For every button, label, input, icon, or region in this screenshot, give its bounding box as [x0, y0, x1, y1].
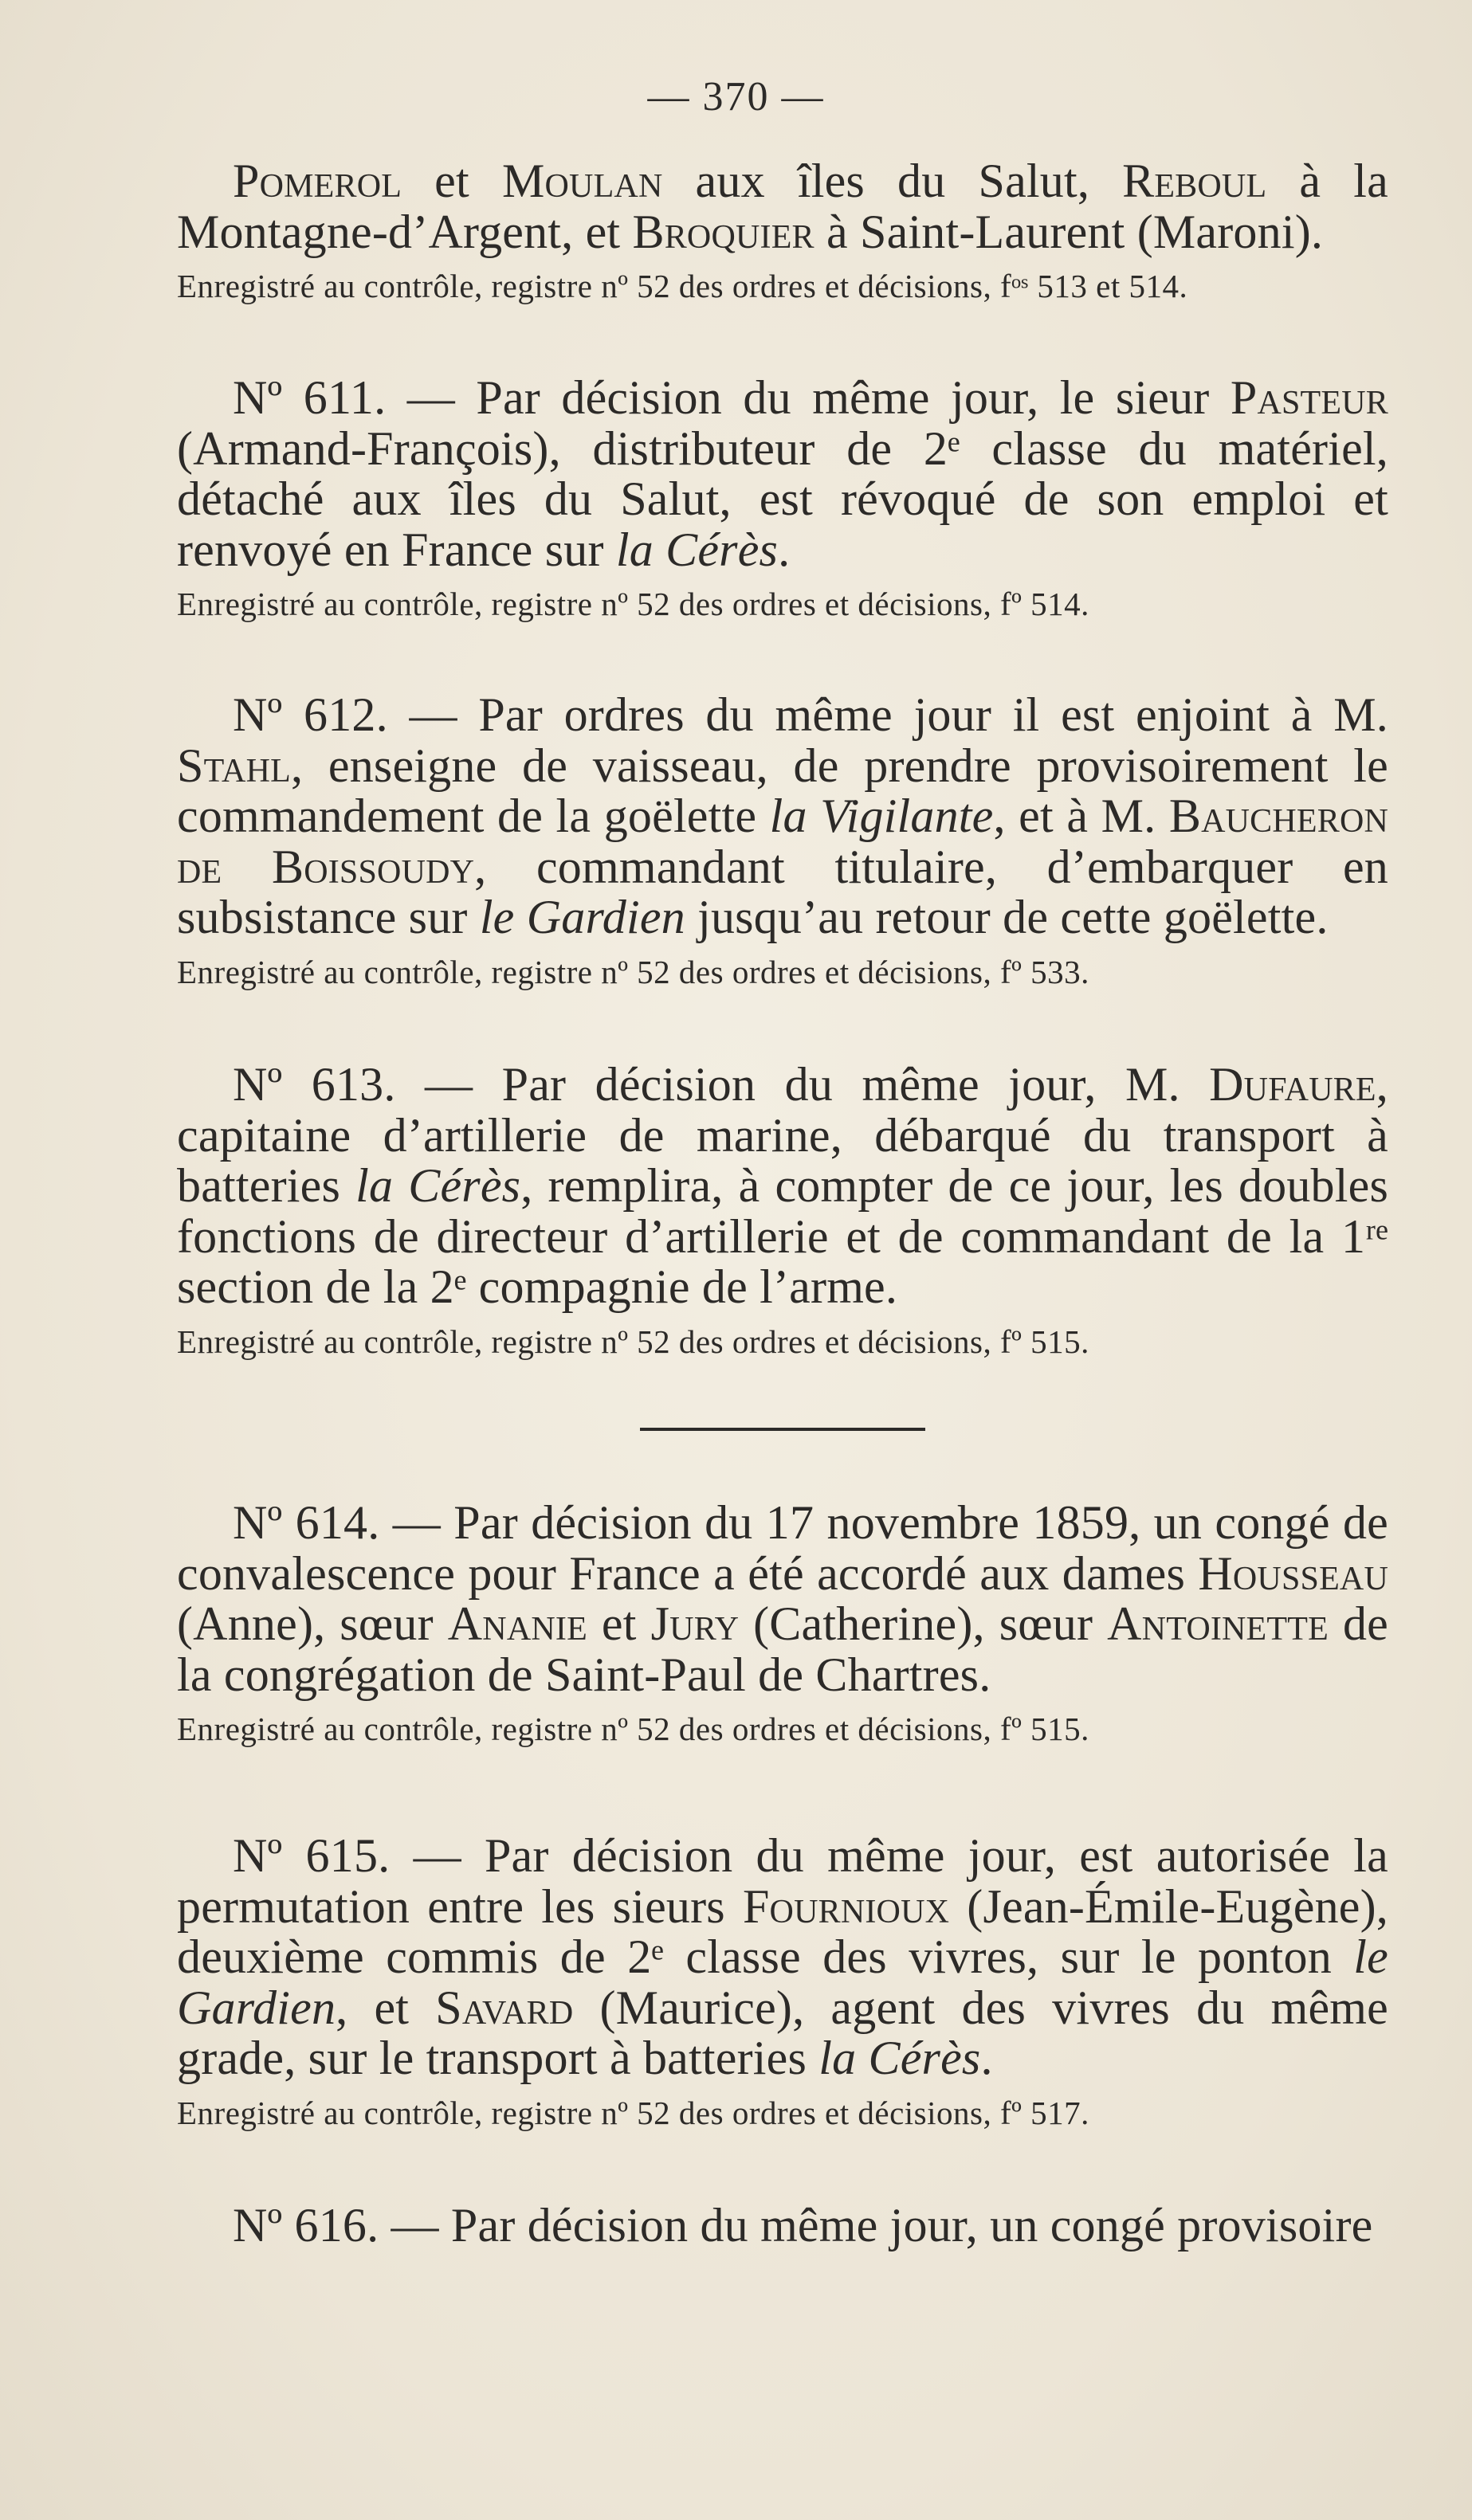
person-name: Stahl	[177, 739, 291, 792]
register-line: Enregistré au contrôle, registre nº 52 des ordres et décisions, fº 515.	[177, 1711, 1089, 1748]
entry-615	[177, 1831, 1388, 2131]
register-line: Enregistré au contrôle, registre nº 52 des ordres et décisions, fº 515.	[177, 1323, 1089, 1360]
ship-name: le Gardien	[479, 891, 685, 944]
text-run: , enseigne de vaisseau, de prendre provisoirement le commandement de la goëlette	[177, 739, 1388, 843]
ship-name: le Gardien	[177, 1930, 1388, 2034]
text-run: Nº 612. — Par ordres du même jour il est enjoint à M.	[233, 688, 1388, 741]
person-name: Reboul	[1122, 155, 1267, 207]
text-run: (Maurice), agent des vivres du même grade, sur le transport à batteries	[177, 1981, 1388, 2085]
ship-name: la Cérès	[818, 2032, 981, 2085]
person-name: Ananie	[447, 1597, 587, 1651]
text-run: à Saint-Laurent (Maroni).	[814, 205, 1324, 258]
text-run: (Jean-Émile-Eugène), deuxième commis de 2ᵉ classe des vivres, sur le ponton	[177, 1879, 1389, 1984]
text-run: et	[402, 155, 502, 207]
entry-text	[177, 1060, 1388, 1313]
entry-614	[177, 1498, 1388, 1747]
entry-611	[177, 373, 1388, 622]
text-run: .	[778, 523, 791, 576]
text-run: , et à M.	[993, 790, 1169, 843]
entry-text	[177, 1498, 1388, 1700]
person-name: Housseau	[1198, 1546, 1388, 1600]
text-run: , commandant titulaire, d’embarquer en subsistance sur	[177, 840, 1389, 944]
person-name: Baucheron de Boissoudy	[177, 790, 1389, 893]
text-run: Nº 615. — Par décision du même jour, est autorisée la permutation entre les sieurs	[177, 1829, 1388, 1933]
ship-name: la Vigilante	[769, 790, 994, 843]
register-line: Enregistré au contrôle, registre nº 52 des ordres et décisions, fº 517.	[177, 2094, 1089, 2131]
person-name: Savard	[435, 1981, 574, 2034]
text-run: de la congrégation de Saint-Paul de Chartres.	[177, 1597, 1389, 1701]
text-run: , remplira, à compter de ce jour, les doubles fonctions de directeur d’artillerie et de commandant de la 1ʳᵉ section de la 2ᵉ compagnie de l’arme.	[177, 1159, 1388, 1314]
text-run: Nº 616. — Par décision du même jour, un congé provisoire	[233, 2199, 1373, 2252]
text-run: .	[980, 2032, 993, 2085]
person-name: Broquier	[632, 205, 815, 258]
text-run: (Catherine), sœur	[739, 1597, 1108, 1651]
text-run: , et	[336, 1981, 436, 2034]
entry-text	[177, 2201, 1388, 2252]
text-run: (Armand-François), distributeur de 2ᵉ classe du matériel, détaché aux îles du Salut, est révoqué de son emploi et renvoyé en France sur	[177, 421, 1388, 576]
entry-text	[177, 690, 1388, 943]
person-name: Dufaure	[1209, 1058, 1376, 1111]
register-line: Enregistré au contrôle, registre nº 52 des ordres et décisions, fᵒˢ 513 et 514.	[177, 268, 1188, 305]
entry-612	[177, 690, 1388, 990]
text-run: jusqu’au retour de cette goëlette.	[685, 891, 1329, 944]
text-run: et	[587, 1597, 651, 1651]
entry-616	[177, 2201, 1388, 2252]
person-name: Pomerol	[233, 155, 402, 207]
entry-text	[177, 373, 1388, 575]
register-line: Enregistré au contrôle, registre nº 52 des ordres et décisions, fº 514.	[177, 586, 1089, 623]
person-name: Moulan	[501, 155, 663, 207]
page-number: — 370 —	[647, 74, 825, 120]
text-run: (Anne), sœur	[177, 1597, 448, 1651]
person-name: Fournioux	[742, 1879, 950, 1933]
entry-cont	[177, 156, 1388, 304]
person-name: Pasteur	[1230, 371, 1388, 424]
text-run: , capitaine d’artillerie de marine, débarqué du transport à batteries	[177, 1058, 1388, 1213]
text-run: aux îles du Salut,	[662, 155, 1123, 207]
ship-name: la Cérès	[355, 1159, 521, 1213]
register-line: Enregistré au contrôle, registre nº 52 des ordres et décisions, fº 533.	[177, 953, 1089, 990]
entry-text	[177, 1831, 1388, 2084]
text-run: Nº 611. — Par décision du même jour, le sieur	[233, 371, 1231, 424]
entry-text	[177, 156, 1388, 257]
person-name: Antoinette	[1107, 1597, 1329, 1651]
person-name: Jury	[650, 1597, 740, 1651]
text-run: à la Montagne-d’Argent, et	[177, 155, 1388, 258]
text-run: Nº 614. — Par décision du 17 novembre 1859, un congé de convalescence pour France a été accordé aux dames	[177, 1496, 1388, 1600]
text-run: Nº 613. — Par décision du même jour, M.	[233, 1058, 1210, 1111]
ship-name: la Cérès	[615, 523, 779, 576]
section-rule	[640, 1428, 925, 1431]
entry-613	[177, 1060, 1388, 1360]
